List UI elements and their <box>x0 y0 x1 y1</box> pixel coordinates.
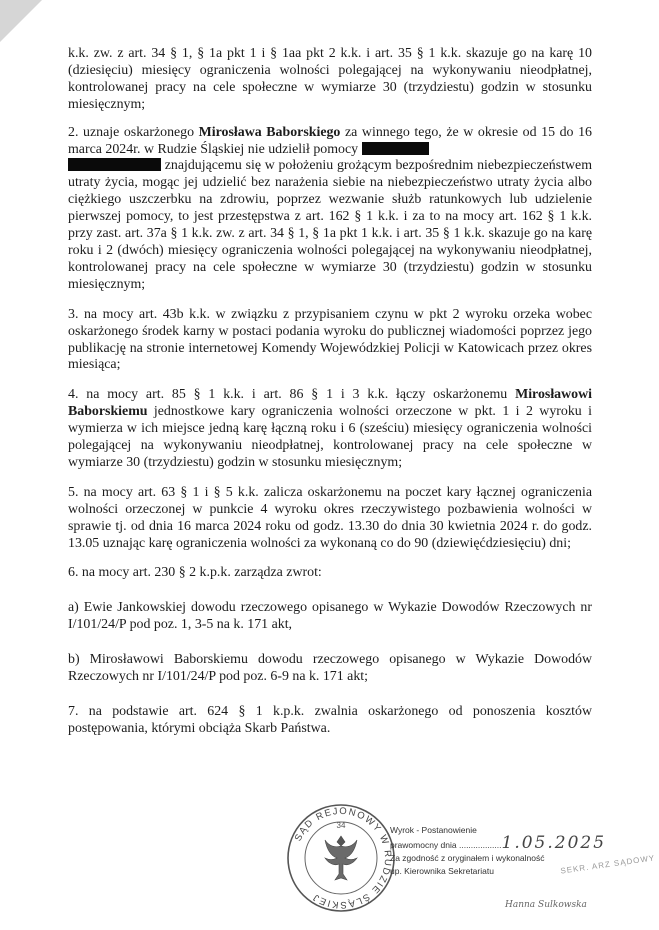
paragraph-6: 6. na mocy art. 230 § 2 k.p.k. zarządza zwrot: <box>68 565 322 581</box>
redaction-box <box>68 158 161 171</box>
certification-stamp <box>390 824 640 878</box>
paragraph-6a: a) Ewie Jankowskiej dowodu rzeczowego opisanego w Wykazie Dowodów Rzeczowych nr I/101/24/P pod poz. 1, 3-5 na k. 171 akt, <box>68 600 592 633</box>
cert-line-4: up. Kierownika Sekretariatu <box>390 866 494 876</box>
court-seal <box>285 802 397 914</box>
cert-line-1: Wyrok - Postanowienie <box>390 825 477 835</box>
signature: Hanna Sulkowska <box>505 900 587 910</box>
cert-line-2: prawomocny dnia ..................1.05.2025 <box>390 833 607 853</box>
redaction-box <box>362 142 429 155</box>
eagle-emblem-icon <box>325 836 357 880</box>
defendant-name: Mirosława Baborskiego <box>198 124 341 140</box>
secretary-stamp: SEKR. ARZ SĄDOWY <box>559 853 656 876</box>
paragraph-1-continued: k.k. zw. z art. 34 § 1, § 1a pkt 1 i § 1aa pkt 2 k.k. i art. 35 § 1 k.k. skazuje go na karę 10 (dziesięciu) miesięcy ograniczenia wolności polegającej na wykonywaniu nieodpłatnej, kontrolowanej pracy na cele społeczne w wymiarze 30 (trzydziestu) godzin w stosunku miesięcznym; <box>68 46 592 112</box>
paragraph-6b: b) Mirosławowi Baborskiemu dowodu rzeczowego opisanego w Wykazie Dowodów Rzeczowych nr I/101/24/P pod poz. 6-9 na k. 171 akt; <box>68 652 592 685</box>
paragraph-7: 7. na podstawie art. 624 § 1 k.p.k. zwalnia oskarżonego od ponoszenia kosztów postępowania, którymi obciąża Skarb Państwa. <box>68 704 592 736</box>
cert-line-3: Za zgodność z oryginałem i wykonalność <box>390 853 545 863</box>
defendant-name: Mirosławowi Baborskiemu <box>68 387 592 420</box>
paragraph-2: 2. uznaje oskarżonego Mirosława Baborskiego za winnego tego, że w okresie od 15 do 16 marca 2024r. w Rudzie Śląskiej nie udzielił pomocy znajdującemu się w położeniu grożącym bezpośrednim niebezpieczeństwem utraty życia, mogąc jej udzielić bez narażenia siebie na niebezpieczeństwo utraty życia albo ciężkiego uszczerbku na zdrowiu, poprzez wezwanie służb ratunkowych lub udzielenie pierwszej pomocy, to jest przestępstwa z art. 162 § 1 k.k. i za to na mocy art. 162 § 1 k.k. przy zast. art. 37a § 1 k.k. zw. z art. 34 § 1, § 1a pkt 1 k.k. i art. 35 § 1 k.k. skazuje go na karę roku i 2 (dwóch) miesięcy ograniczenia wolności polegającej na wykonywaniu nieodpłatnej, kontrolowanej pracy na cele społeczne w wymiarze 30 (trzydziestu) godzin w stosunku miesięcznym; <box>68 124 592 292</box>
paragraph-5: 5. na mocy art. 63 § 1 i § 5 k.k. zalicza oskarżonemu na poczet kary łącznej ograniczenia wolności orzeczonej w punkcie 4 wyroku okres rzeczywistego pozbawienia wolności w sprawie tj. od dnia 16 marca 2024 roku od godz. 13.30 do dnia 30 kwietnia 2024 r. do godz. 13.05 uznając karę ograniczenia wolności za wykonaną co do 90 (dziewięćdziesięciu) dni; <box>68 484 592 551</box>
paragraph-4: 4. na mocy art. 85 § 1 k.k. i art. 86 § 1 i 3 k.k. łączy oskarżonemu Mirosławowi Baborskiemu jednostkowe kary ograniczenia wolności orzeczone w pkt. 1 i 2 wyroku i wymierza w ich miejsce jedną karę łączną roku i 6 (sześciu) miesięcy ograniczenia wolności polegającej na wykonywaniu nieodpłatnej, kontrolowanej pracy na cele społeczne w wymiarze 30 (trzydziestu) godzin w stosunku miesięcznym; <box>68 387 592 470</box>
page-corner-fold <box>0 0 42 42</box>
handwritten-date: 1.05.2025 <box>501 833 607 853</box>
seal-ring-text: SĄD REJONOWY W RUDZIE ŚLĄSKIEJ <box>292 805 394 911</box>
document-body <box>68 46 592 749</box>
paragraph-3: 3. na mocy art. 43b k.k. w związku z przypisaniem czynu w pkt 2 wyroku orzeka wobec oskarżonego środek karny w postaci podania wyroku do publicznej wiadomości poprzez jego publikację na stronie internetowej Komendy Wojewódzkiej Policji w Katowicach przez okres miesiąca; <box>68 306 592 373</box>
seal-number: 34 <box>336 821 346 830</box>
